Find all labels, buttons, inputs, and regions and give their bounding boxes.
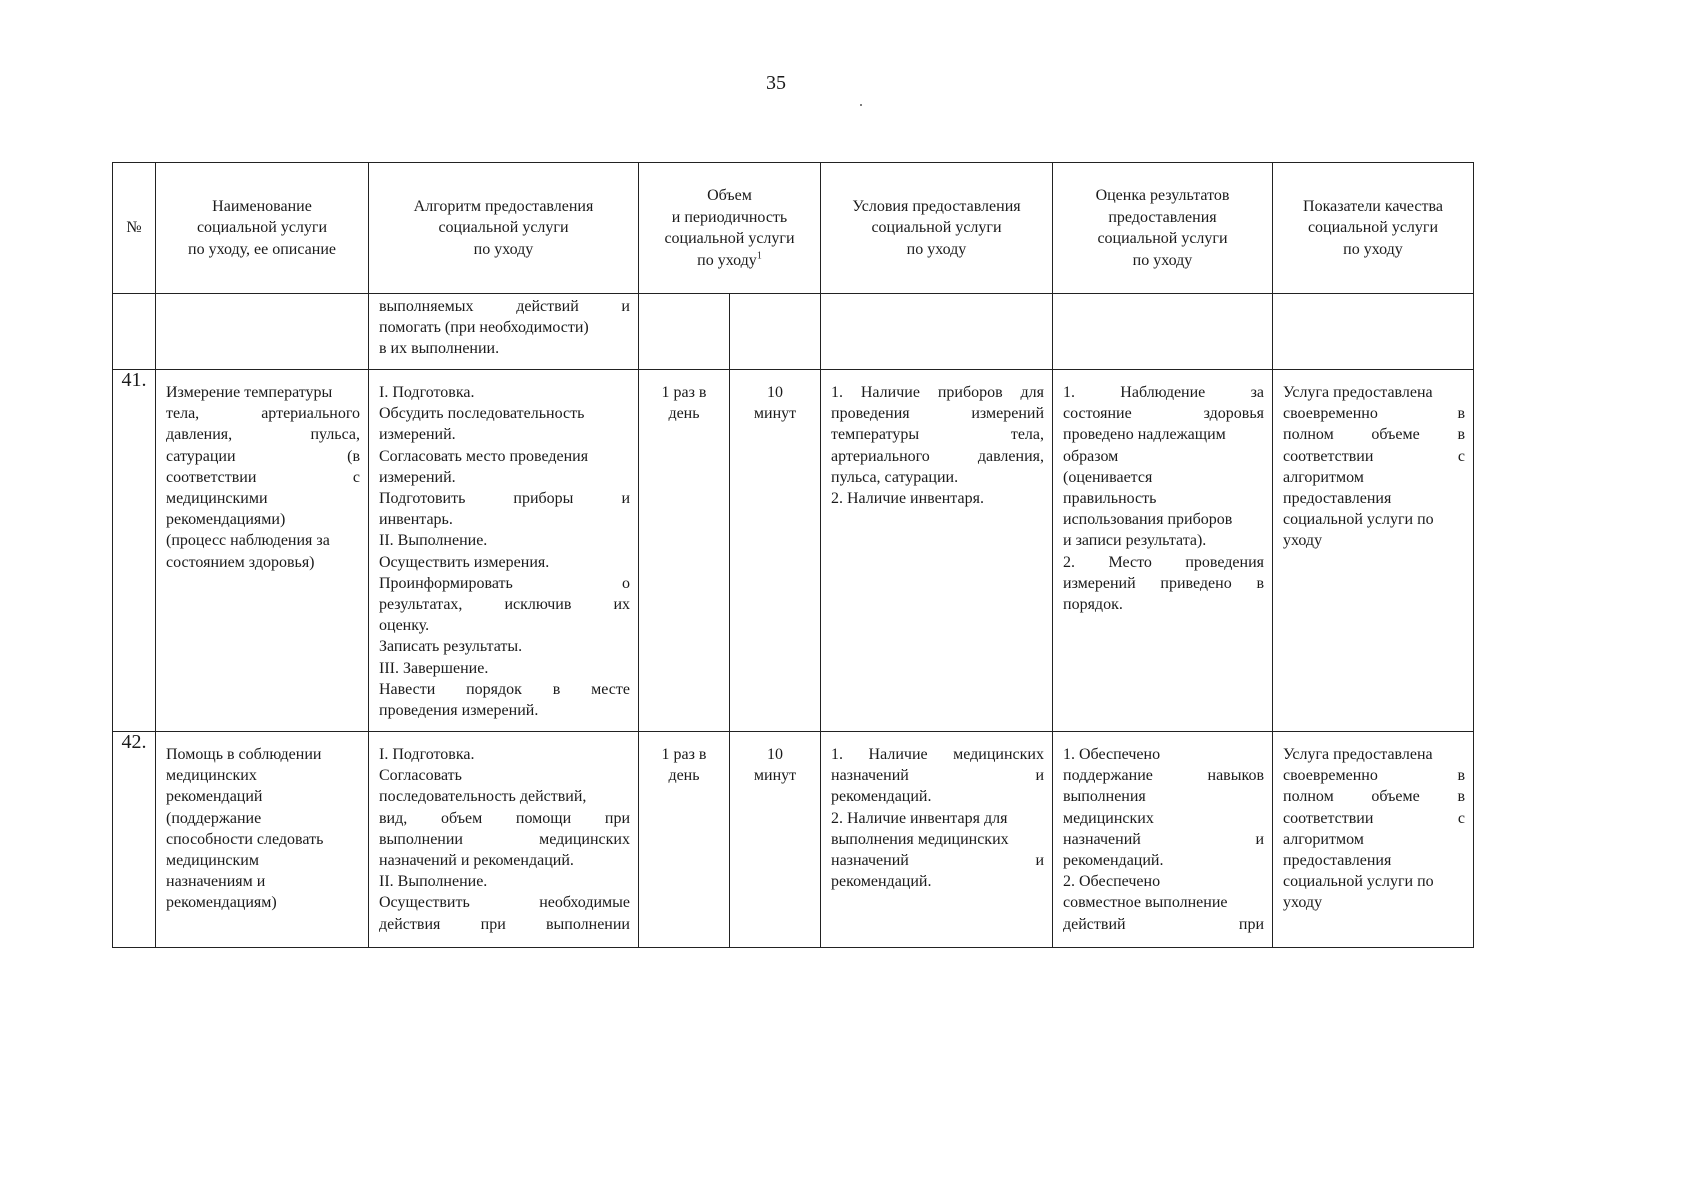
service-conditions: 1. Наличие медицинских назначений и рекомендаций. 2. Наличие инвентаря для выполнения медицинских назначений и рекомендаций. (821, 732, 1053, 948)
header-algorithm: Алгоритм предоставления социальной услуги по уходу (369, 163, 639, 294)
service-frequency: 1 раз в день (639, 370, 730, 732)
header-conditions: Условия предоставления социальной услуги по уходу (821, 163, 1053, 294)
header-quality: Показатели качества социальной услуги по уходу (1273, 163, 1474, 294)
service-algorithm: I. Подготовка. Согласовать последовательность действий, вид, объем помощи при выполнении медицинских назначений и рекомендаций. II. Выполнение. Осуществить необходимые действия при выполнении (369, 732, 639, 948)
header-name: Наименование социальной услуги по уходу, ее описание (156, 163, 369, 294)
cont-algorithm: выполняемых действий и помогать (при необходимости) в их выполнении. (369, 294, 639, 370)
service-algorithm: I. Подготовка. Обсудить последовательность измерений. Согласовать место проведения измерений. Подготовить приборы и инвентарь. II. Выполнение. Осуществить измерения. Проинформировать о результатах, исключив их оценку. Записать результаты. III. Завершение. Навести порядок в месте проведения измерений. (369, 370, 639, 732)
header-row (113, 163, 1474, 294)
services-table (112, 162, 1474, 948)
header-evaluation: Оценка результатов предоставления социальной услуги по уходу (1053, 163, 1273, 294)
service-quality: Услуга предоставлена своевременно в полном объеме в соответствии с алгоритмом предоставления социальной услуги по уходу (1273, 370, 1474, 732)
service-duration: 10 минут (730, 370, 821, 732)
header-volume: Объем и периодичность социальной услуги по уходу$^1$ (639, 163, 821, 294)
service-duration: 10 минут (730, 732, 821, 948)
table-row-continuation (113, 294, 1474, 370)
service-conditions: 1. Наличие приборов для проведения измерений температуры тела, артериального давления, пульса, сатурации. 2. Наличие инвентаря. (821, 370, 1053, 732)
service-frequency: 1 раз в день (639, 732, 730, 948)
row-number: 41. (113, 370, 156, 732)
cont-name (156, 294, 369, 370)
service-evaluation: 1. Наблюдение за состояние здоровья проведено надлежащим образом (оценивается правильность использования приборов и записи результата). 2. Место проведения измерений приведено в порядок. (1053, 370, 1273, 732)
table-row (113, 370, 1474, 732)
table-row (113, 732, 1474, 948)
scan-dot (860, 104, 862, 106)
cont-num (113, 294, 156, 370)
footnote-mark: 1 (756, 250, 762, 262)
service-quality: Услуга предоставлена своевременно в полном объеме в соответствии с алгоритмом предоставления социальной услуги по уходу (1273, 732, 1474, 948)
service-name: Измерение температуры тела, артериального давления, пульса, сатурации (в соответствии с медицинскими рекомендациями) (процесс наблюдения за состоянием здоровья) (156, 370, 369, 732)
service-name: Помощь в соблюдении медицинских рекомендаций (поддержание способности следовать медицинским назначениям и рекомендациям) (156, 732, 369, 948)
service-evaluation: 1. Обеспечено поддержание навыков выполнения медицинских назначений и рекомендаций. 2. Обеспечено совместное выполнение действий при (1053, 732, 1273, 948)
row-number: 42. (113, 732, 156, 948)
header-num: № (113, 163, 156, 294)
page-number: 35 (766, 72, 786, 94)
